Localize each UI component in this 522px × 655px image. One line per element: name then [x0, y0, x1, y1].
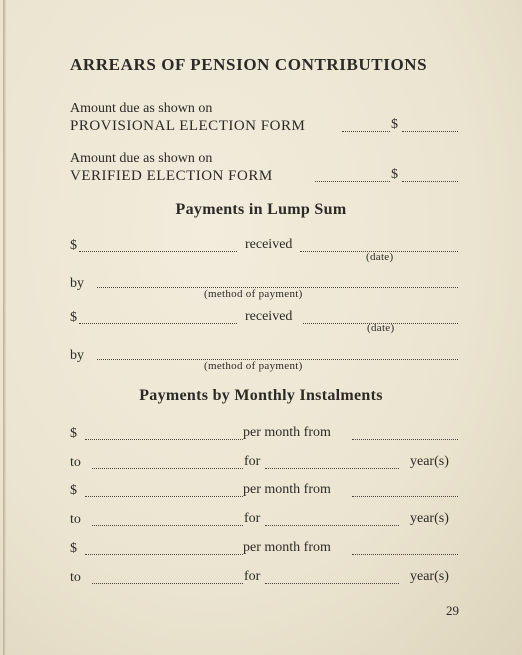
by-label: by [70, 348, 84, 363]
to-label: to [70, 512, 81, 527]
page-fold [3, 0, 6, 655]
lump-sum-amount-field-2[interactable] [79, 323, 237, 324]
per-month-from-label: per month from [243, 540, 331, 555]
monthly-to-field-1[interactable] [92, 468, 243, 469]
date-hint: (date) [366, 251, 394, 263]
monthly-from-field-1[interactable] [352, 439, 458, 440]
monthly-amount-field-3[interactable] [85, 554, 243, 555]
currency-sign: $ [391, 167, 398, 182]
for-label: for [244, 454, 261, 469]
for-label: for [244, 511, 261, 526]
method-hint: (method of payment) [204, 288, 303, 300]
monthly-heading: Payments by Monthly Instalments [139, 387, 383, 404]
monthly-from-field-3[interactable] [352, 554, 458, 555]
lump-sum-amount-field-1[interactable] [79, 251, 237, 252]
monthly-for-field-2[interactable] [265, 525, 399, 526]
verified-amount-field[interactable] [402, 181, 458, 182]
currency-sign: $ [70, 483, 77, 498]
monthly-amount-field-1[interactable] [85, 439, 243, 440]
monthly-from-field-2[interactable] [352, 496, 458, 497]
lump-sum-heading: Payments in Lump Sum [175, 201, 347, 218]
page-number: 29 [446, 603, 459, 618]
currency-sign: $ [391, 117, 398, 132]
verified-form-field[interactable] [315, 181, 390, 182]
to-label: to [70, 455, 81, 470]
currency-sign: $ [70, 426, 77, 441]
verified-form-label: VERIFIED ELECTION FORM [70, 168, 273, 184]
monthly-for-field-1[interactable] [265, 468, 399, 469]
currency-sign: $ [70, 238, 77, 253]
per-month-from-label: per month from [243, 425, 331, 440]
years-label: year(s) [410, 454, 449, 469]
provisional-form-field[interactable] [342, 131, 390, 132]
amount-due-label: Amount due as shown on [70, 151, 213, 166]
years-label: year(s) [410, 511, 449, 526]
received-label: received [245, 309, 293, 324]
method-hint: (method of payment) [204, 360, 303, 372]
for-label: for [244, 569, 261, 584]
currency-sign: $ [70, 541, 77, 556]
per-month-from-label: per month from [243, 482, 331, 497]
monthly-for-field-3[interactable] [265, 583, 399, 584]
monthly-to-field-3[interactable] [92, 583, 243, 584]
monthly-to-field-2[interactable] [92, 525, 243, 526]
received-label: received [245, 237, 293, 252]
monthly-amount-field-2[interactable] [85, 496, 243, 497]
page-title: ARREARS OF PENSION CONTRIBUTIONS [70, 55, 428, 74]
provisional-amount-field[interactable] [402, 131, 458, 132]
years-label: year(s) [410, 569, 449, 584]
by-label: by [70, 276, 84, 291]
date-hint: (date) [367, 322, 395, 334]
currency-sign: $ [70, 310, 77, 325]
to-label: to [70, 570, 81, 585]
provisional-form-label: PROVISIONAL ELECTION FORM [70, 118, 306, 134]
amount-due-label: Amount due as shown on [70, 101, 213, 116]
